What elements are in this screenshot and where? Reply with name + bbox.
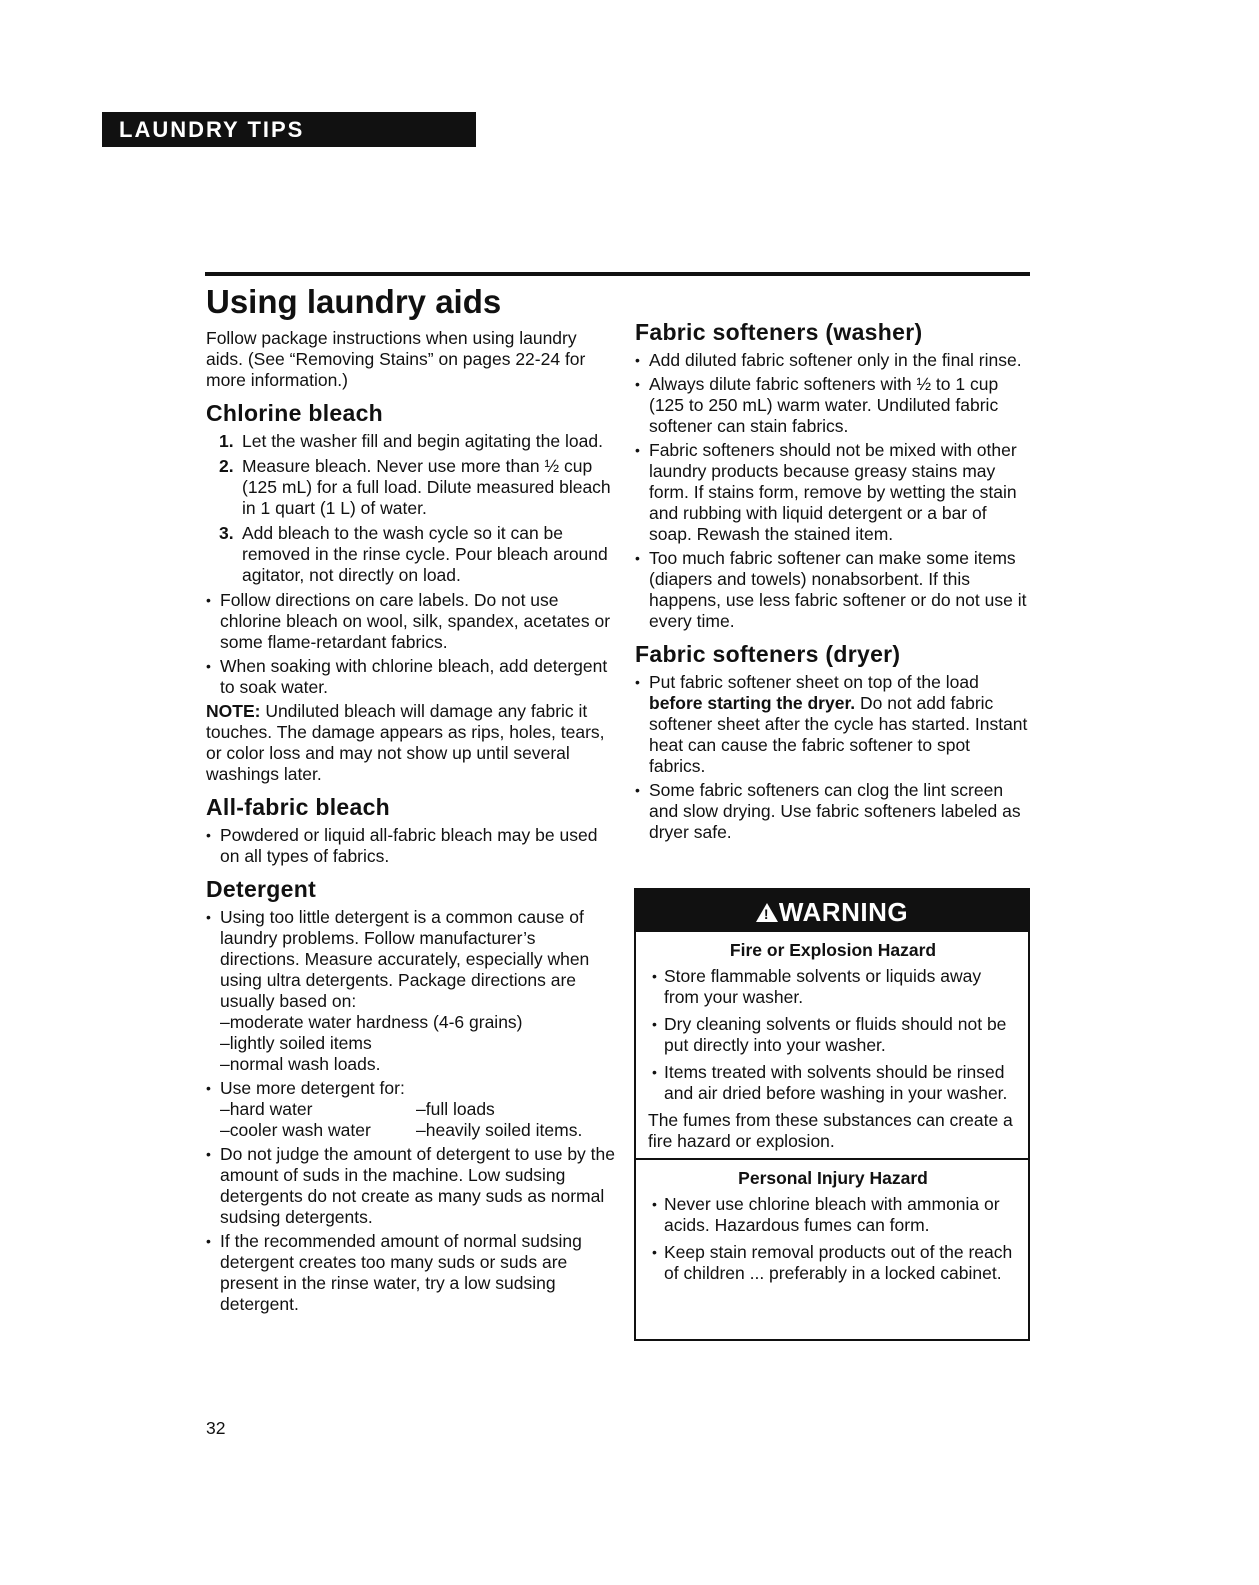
- bullet-item: • Some fabric softeners can clog the lint screen and slow drying. Use fabric softeners labeled as dryer safe.: [635, 780, 1030, 843]
- softeners-washer-bullets: [635, 350, 1030, 632]
- bullet-item: • Do not judge the amount of detergent to use by the amount of suds in the machine. Low sudsing detergents do not create as many suds as normal sudsing detergents.: [206, 1144, 618, 1228]
- warning-bullet: • Items treated with solvents should be rinsed and air dried before washing in your washer.: [650, 1062, 1016, 1104]
- warning-header: [636, 890, 1028, 932]
- bullet-item: • Powdered or liquid all-fabric bleach may be used on all types of fabrics.: [206, 825, 618, 867]
- intro-text: Follow package instructions when using laundry aids. (See “Removing Stains” on pages 22-24 for more information.): [206, 328, 586, 390]
- warning-bullet: • Keep stain removal products out of the reach of children ... preferably in a locked cabinet.: [650, 1242, 1016, 1284]
- step-item: 1. Let the washer fill and begin agitating the load.: [219, 431, 603, 451]
- right-column: [635, 318, 1030, 846]
- step-item: 2. Measure bleach. Never use more than ½ cup (125 mL) for a full load. Dilute measured bleach in 1 quart (1 L) of water.: [219, 456, 611, 518]
- fire-hazard-text: The fumes from these substances can create a fire hazard or explosion.: [648, 1110, 1013, 1151]
- bullet-item: • Use more detergent for: –hard water –full loads –cooler wash water –heavily soiled items.: [206, 1078, 618, 1141]
- injury-hazard-section: [636, 1160, 1028, 1296]
- detergent-bullets: [206, 907, 618, 1315]
- bullet-item: • Fabric softeners should not be mixed with other laundry products because greasy stains may form. If stains form, remove by wetting the stain and rubbing with liquid detergent or a bar of soap. Rewash the stained item.: [635, 440, 1030, 545]
- step-item: 3. Add bleach to the wash cycle so it can be removed in the rinse cycle. Pour bleach around agitator, not directly on load.: [219, 523, 608, 585]
- warning-bullet: • Dry cleaning solvents or fluids should not be put directly into your washer.: [650, 1014, 1016, 1056]
- allfabric-heading: All-fabric bleach: [206, 794, 391, 820]
- softeners-washer-heading: Fabric softeners (washer): [635, 319, 923, 345]
- note-text: Undiluted bleach will damage any fabric it touches. The damage appears as rips, holes, tears, or color loss and may not show up until several washings later.: [206, 701, 605, 784]
- left-column: [206, 282, 618, 1318]
- page-title: Using laundry aids: [206, 283, 502, 320]
- note-label: NOTE:: [206, 701, 261, 721]
- note-paragraph: [206, 701, 618, 785]
- bullet-item: • Follow directions on care labels. Do not use chlorine bleach on wool, silk, spandex, acetates or some flame-retardant fabrics.: [206, 590, 618, 653]
- allfabric-bullets: [206, 825, 618, 867]
- warning-box: [634, 888, 1030, 1341]
- warning-bullet: • Store flammable solvents or liquids away from your washer.: [650, 966, 1016, 1008]
- bullet-item: • Put fabric softener sheet on top of the load before starting the dryer. Do not add fabric softener sheet after the cycle has started. Instant heat can cause the fabric softener to spot fabrics.: [635, 672, 1030, 777]
- bullet-item: • Using too little detergent is a common cause of laundry problems. Follow manufacturer’s directions. Measure accurately, especially when using ultra detergents. Package directions are usually based on: –moderate water hardness (4-6 grains) –lightly soiled items –normal wash loads.: [206, 907, 618, 1075]
- softeners-dryer-heading: Fabric softeners (dryer): [635, 641, 901, 667]
- title-rule: [205, 272, 1030, 276]
- chlorine-steps: [206, 431, 618, 586]
- warning-title: WARNING: [778, 897, 909, 927]
- fire-hazard-section: [636, 932, 1028, 1158]
- section-tab: LAUNDRY TIPS: [102, 112, 476, 147]
- bullet-item: • Always dilute fabric softeners with ½ to 1 cup (125 to 250 mL) warm water. Undiluted fabric softener can stain fabrics.: [635, 374, 1030, 437]
- softeners-dryer-bullets: [635, 672, 1030, 843]
- chlorine-heading: Chlorine bleach: [206, 400, 384, 426]
- fire-hazard-heading: Fire or Explosion Hazard: [729, 940, 937, 960]
- warning-bullet: • Never use chlorine bleach with ammonia or acids. Hazardous fumes can form.: [650, 1194, 1016, 1236]
- page-number: 32: [206, 1418, 226, 1438]
- bullet-item: • Add diluted fabric softener only in the final rinse.: [635, 350, 1030, 371]
- detergent-heading: Detergent: [206, 876, 317, 902]
- warning-triangle-icon: [756, 903, 778, 922]
- bullet-item: • When soaking with chlorine bleach, add detergent to soak water.: [206, 656, 618, 698]
- bullet-item: • If the recommended amount of normal sudsing detergent creates too many suds or suds are present in the rinse water, try a low sudsing detergent.: [206, 1231, 618, 1315]
- injury-hazard-heading: Personal Injury Hazard: [738, 1168, 928, 1188]
- bullet-item: • Too much fabric softener can make some items (diapers and towels) nonabsorbent. If this happens, use less fabric softener or do not use it every time.: [635, 548, 1030, 632]
- chlorine-bullets: [206, 590, 618, 698]
